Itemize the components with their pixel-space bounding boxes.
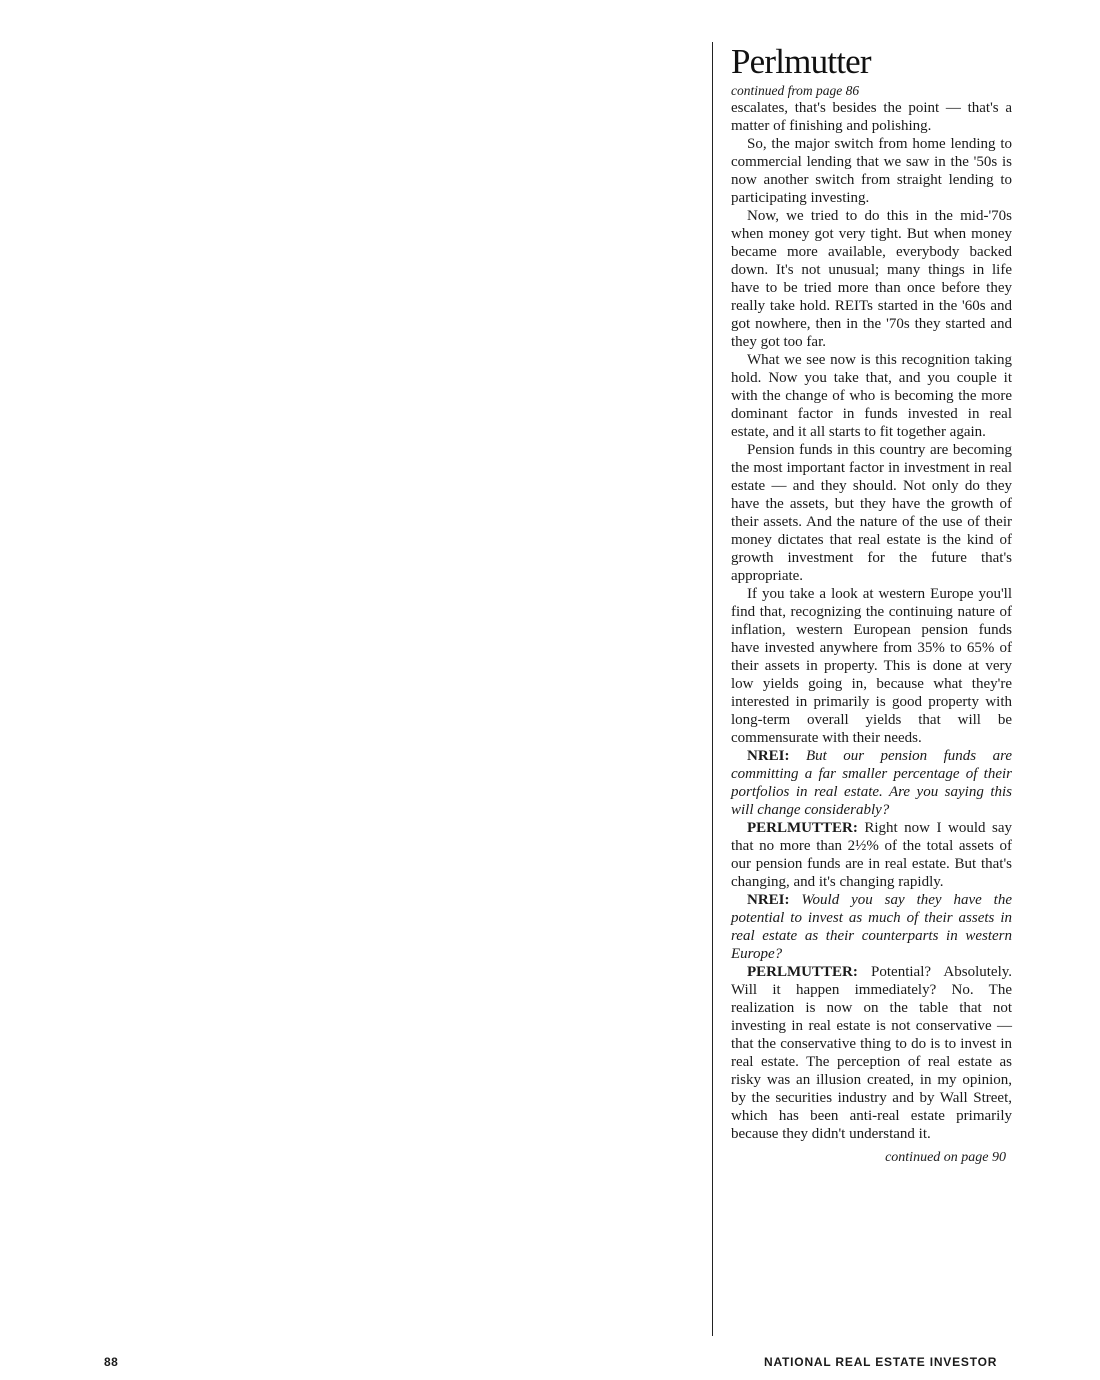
speaker-label: PERLMUTTER:	[747, 820, 858, 836]
article-title: Perlmutter	[731, 42, 871, 81]
body-paragraph: Pension funds in this country are becoming the most important factor in investment in real estate — and they should. Not only do they have the assets, but they have the growth of their assets. And the nature of the use of their money dictates that real estate is the kind of growth investment for the future that's appropriate.	[731, 442, 1012, 584]
body-paragraph: What we see now is this recognition taking hold. Now you take that, and you couple it with the change of who is becoming the more dominant factor in funds invested in real estate, and it all starts to fit together again.	[731, 352, 1012, 440]
body-paragraph: If you take a look at western Europe you'll find that, recognizing the continuing nature of inflation, western European pension funds have invested anywhere from 35% to 65% of their assets in property. This is done at very low yields going in, because what they're interested in primarily is good property with long-term overall yields that will be commensurate with their needs.	[731, 586, 1012, 746]
question-text: Would you say they have the potential to invest as much of their assets in real estate as their counterparts in western Europe?	[731, 892, 1013, 962]
body-paragraph: So, the major switch from home lending to commercial lending that we saw in the '50s is now another switch from straight lending to participating investing.	[731, 136, 1012, 206]
article-body	[731, 99, 1012, 1143]
continued-from-note: continued from page 86	[731, 83, 860, 98]
speaker-label: NREI:	[747, 748, 790, 764]
answer-text: Right now I would say that no more than 2½% of the total assets of our pension funds are in real estate. But that's changing, and it's changing rapidly.	[731, 820, 1012, 890]
speaker-label: PERLMUTTER:	[747, 964, 858, 980]
interview-question	[731, 747, 1012, 819]
page-number: 88	[104, 1355, 119, 1369]
answer-text: Potential? Absolutely. Will it happen immediately? No. The realization is now on the table that not investing in real estate is not conservative — that the conservative thing to do is to invest in real estate. The perception of real estate as risky was an illusion created, in my opinion, by the securities industry and by Wall Street, which has been anti-real estate primarily because they didn't understand it.	[731, 964, 1013, 1142]
interview-answer	[731, 819, 1012, 891]
speaker-label: NREI:	[747, 892, 790, 908]
body-paragraph: Now, we tried to do this in the mid-'70s when money got very tight. But when money became more available, everybody backed down. It's not unusual; many things in life have to be tried more than once before they really take hold. REITs started in the '60s and got nowhere, then in the '70s they started and they got too far.	[731, 208, 1012, 350]
question-text: But our pension funds are committing a far smaller percentage of their portfolios in real estate. Are you saying this will change considerably?	[731, 748, 1013, 818]
interview-question	[731, 891, 1012, 963]
article-column	[712, 42, 1012, 1336]
publication-name: NATIONAL REAL ESTATE INVESTOR	[764, 1355, 998, 1369]
continued-on-note: continued on page 90	[885, 1150, 1006, 1165]
body-paragraph: escalates, that's besides the point — that's a matter of finishing and polishing.	[731, 100, 1012, 134]
interview-answer	[731, 963, 1012, 1143]
